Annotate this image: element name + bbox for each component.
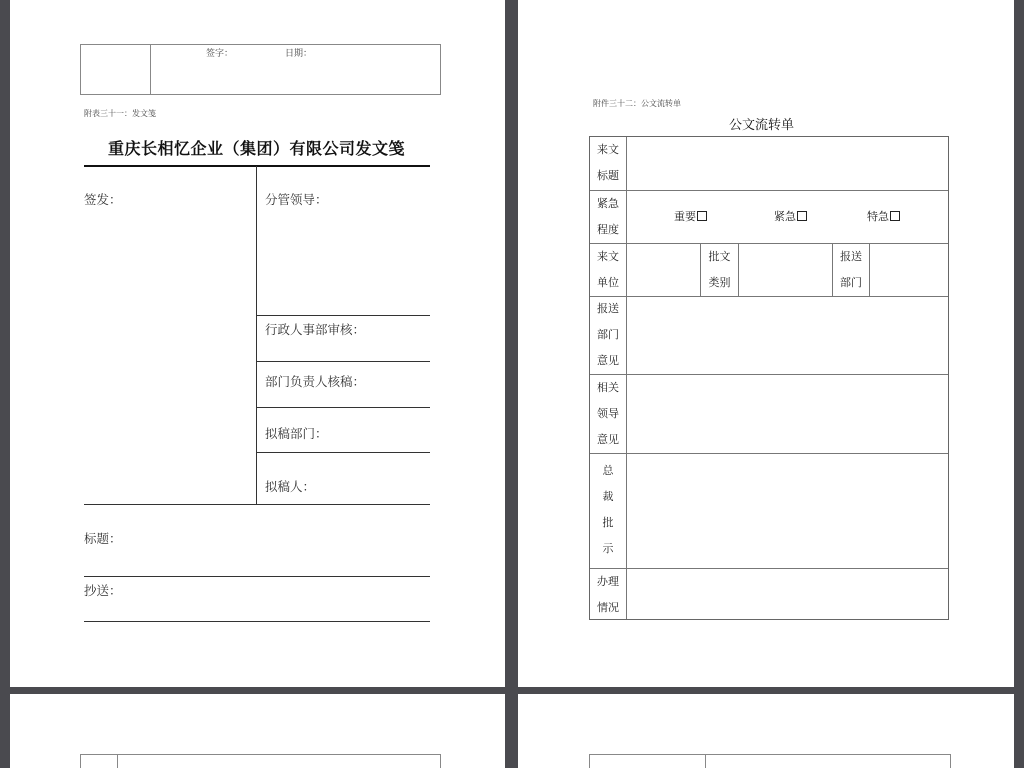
document-page-3 xyxy=(10,694,505,768)
cell-divider xyxy=(869,244,870,296)
signature-label: 签字： xyxy=(206,49,234,59)
page3-table-top xyxy=(80,754,441,768)
option-urgent[interactable]: 紧急 xyxy=(774,204,807,230)
submit-opinion-label: 报送 部门 意见 xyxy=(597,302,619,367)
page1-caption: 附表三十一：发文笺 xyxy=(84,109,156,118)
column-divider xyxy=(256,166,257,505)
row-line xyxy=(257,452,430,453)
row-line xyxy=(257,315,430,316)
document-page-2 xyxy=(518,0,1014,687)
drafter-label: 拟稿人： xyxy=(265,479,316,494)
title-rule xyxy=(84,165,430,167)
date-label: 日期： xyxy=(285,49,313,59)
subject-label: 标题： xyxy=(84,531,122,546)
row-line xyxy=(590,568,948,569)
page1-title: 重庆长相忆企业（集团）有限公司发文笺 xyxy=(108,139,406,158)
doc-category-label: 批文 类别 xyxy=(708,250,731,289)
cell-divider xyxy=(738,244,739,296)
incoming-title-label: 来文 标题 xyxy=(597,143,619,182)
leader-opinion-label: 相关 领导 意见 xyxy=(597,381,619,446)
incoming-unit-label: 来文 单位 xyxy=(597,250,619,289)
hr-review-label: 行政人事部审核： xyxy=(265,322,366,337)
urgency-label: 紧急 程度 xyxy=(597,197,619,236)
row-line xyxy=(590,243,948,244)
president-approval-label: 总 裁 批 示 xyxy=(602,464,614,555)
submit-dept-label: 报送 部门 xyxy=(840,250,862,289)
cc-label: 抄送： xyxy=(84,583,122,598)
page2-caption: 附件三十二：公文流转单 xyxy=(593,99,681,108)
checkbox-icon xyxy=(797,211,807,221)
row-line xyxy=(257,361,430,362)
row-line xyxy=(590,453,948,454)
row-line xyxy=(590,190,948,191)
row-line xyxy=(590,296,948,297)
signature-box xyxy=(80,44,441,95)
handling-status-label: 办理 情况 xyxy=(597,575,619,614)
page2-title: 公文流转单 xyxy=(729,118,795,133)
option-extra-urgent[interactable]: 特急 xyxy=(867,204,900,230)
circulation-form xyxy=(589,136,949,620)
option-important[interactable]: 重要 xyxy=(674,204,707,230)
dept-head-label: 部门负责人核稿： xyxy=(265,374,366,389)
page4-table-top xyxy=(589,754,951,768)
checkbox-icon xyxy=(890,211,900,221)
row-line xyxy=(84,504,430,505)
row-line xyxy=(257,407,430,408)
draft-dept-label: 拟稿部门： xyxy=(265,426,328,441)
bottom-rule xyxy=(84,621,430,622)
row-line xyxy=(590,374,948,375)
row-line xyxy=(84,576,430,577)
document-page-4 xyxy=(518,694,1014,768)
checkbox-icon xyxy=(697,211,707,221)
leader-label: 分管领导： xyxy=(265,192,328,207)
label-column-divider xyxy=(626,137,627,619)
signature-box-divider xyxy=(150,45,151,94)
issue-label: 签发： xyxy=(84,192,122,207)
document-page-1 xyxy=(10,0,505,687)
